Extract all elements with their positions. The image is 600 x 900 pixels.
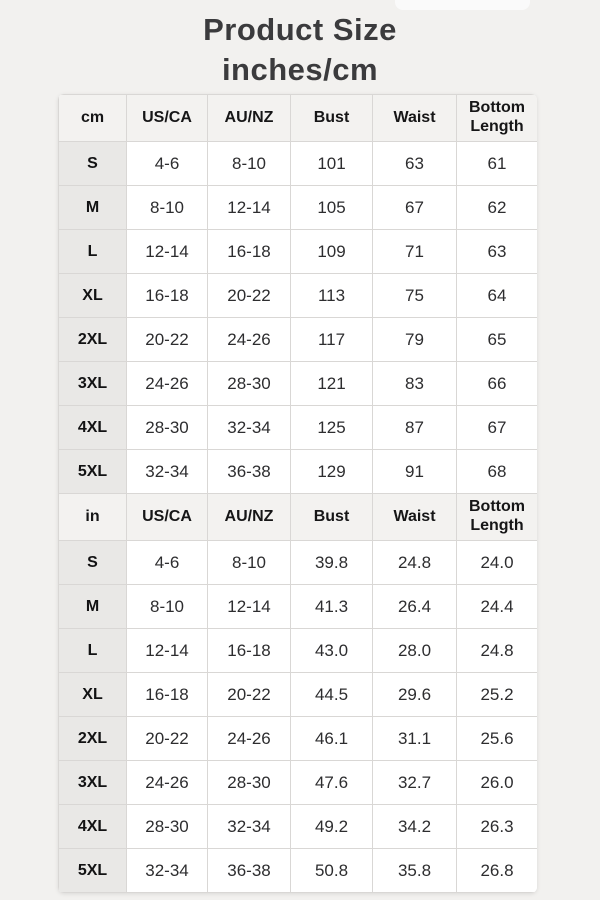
page-title-line1: Product Size xyxy=(203,12,397,47)
column-header-cell: US/CA xyxy=(127,95,208,142)
value-cell: 65 xyxy=(457,318,538,362)
size-label-cell: 2XL xyxy=(59,717,127,761)
size-row-in-L xyxy=(59,629,538,673)
size-row-cm-M xyxy=(59,186,538,230)
size-row-cm-XL xyxy=(59,274,538,318)
size-label-cell: M xyxy=(59,585,127,629)
section-header-row-in xyxy=(59,494,538,541)
value-cell: 29.6 xyxy=(373,673,457,717)
size-row-in-2XL xyxy=(59,717,538,761)
column-header-cell: AU/NZ xyxy=(208,494,291,541)
value-cell: 12-14 xyxy=(208,585,291,629)
value-cell: 61 xyxy=(457,142,538,186)
value-cell: 26.4 xyxy=(373,585,457,629)
size-label-cell: 4XL xyxy=(59,406,127,450)
size-row-cm-3XL xyxy=(59,362,538,406)
value-cell: 16-18 xyxy=(127,274,208,318)
size-row-cm-S xyxy=(59,142,538,186)
value-cell: 20-22 xyxy=(208,673,291,717)
value-cell: 12-14 xyxy=(208,186,291,230)
background-highlight xyxy=(395,0,530,10)
value-cell: 105 xyxy=(291,186,373,230)
value-cell: 66 xyxy=(457,362,538,406)
size-label-cell: 4XL xyxy=(59,805,127,849)
value-cell: 49.2 xyxy=(291,805,373,849)
value-cell: 24.8 xyxy=(373,541,457,585)
value-cell: 32.7 xyxy=(373,761,457,805)
value-cell: 25.6 xyxy=(457,717,538,761)
value-cell: 43.0 xyxy=(291,629,373,673)
size-label-cell: 3XL xyxy=(59,362,127,406)
value-cell: 31.1 xyxy=(373,717,457,761)
value-cell: 26.0 xyxy=(457,761,538,805)
size-row-in-S xyxy=(59,541,538,585)
value-cell: 68 xyxy=(457,450,538,494)
page-title xyxy=(0,0,600,94)
value-cell: 41.3 xyxy=(291,585,373,629)
value-cell: 117 xyxy=(291,318,373,362)
column-header-cell: Bust xyxy=(291,494,373,541)
value-cell: 36-38 xyxy=(208,849,291,893)
value-cell: 16-18 xyxy=(208,230,291,274)
size-row-cm-5XL xyxy=(59,450,538,494)
value-cell: 101 xyxy=(291,142,373,186)
size-label-cell: 3XL xyxy=(59,761,127,805)
value-cell: 20-22 xyxy=(127,318,208,362)
value-cell: 32-34 xyxy=(127,450,208,494)
value-cell: 129 xyxy=(291,450,373,494)
size-label-cell: L xyxy=(59,230,127,274)
value-cell: 67 xyxy=(457,406,538,450)
column-header-cell: US/CA xyxy=(127,494,208,541)
value-cell: 24.4 xyxy=(457,585,538,629)
size-label-cell: XL xyxy=(59,274,127,318)
value-cell: 8-10 xyxy=(127,186,208,230)
column-header-cell: AU/NZ xyxy=(208,95,291,142)
value-cell: 75 xyxy=(373,274,457,318)
value-cell: 50.8 xyxy=(291,849,373,893)
column-header-cell: Waist xyxy=(373,494,457,541)
value-cell: 71 xyxy=(373,230,457,274)
unit-header-cell: cm xyxy=(59,95,127,142)
value-cell: 24.0 xyxy=(457,541,538,585)
value-cell: 64 xyxy=(457,274,538,318)
value-cell: 24-26 xyxy=(127,362,208,406)
value-cell: 32-34 xyxy=(127,849,208,893)
column-header-cell: Waist xyxy=(373,95,457,142)
size-row-cm-2XL xyxy=(59,318,538,362)
value-cell: 12-14 xyxy=(127,230,208,274)
value-cell: 83 xyxy=(373,362,457,406)
value-cell: 125 xyxy=(291,406,373,450)
size-row-in-M xyxy=(59,585,538,629)
size-label-cell: M xyxy=(59,186,127,230)
value-cell: 109 xyxy=(291,230,373,274)
value-cell: 24-26 xyxy=(208,717,291,761)
value-cell: 63 xyxy=(457,230,538,274)
value-cell: 20-22 xyxy=(208,274,291,318)
size-label-cell: XL xyxy=(59,673,127,717)
size-label-cell: S xyxy=(59,142,127,186)
page-title-line2: inches/cm xyxy=(221,52,379,87)
value-cell: 32-34 xyxy=(208,406,291,450)
value-cell: 28-30 xyxy=(127,406,208,450)
value-cell: 25.2 xyxy=(457,673,538,717)
value-cell: 12-14 xyxy=(127,629,208,673)
value-cell: 46.1 xyxy=(291,717,373,761)
value-cell: 47.6 xyxy=(291,761,373,805)
value-cell: 28.0 xyxy=(373,629,457,673)
size-row-cm-4XL xyxy=(59,406,538,450)
value-cell: 28-30 xyxy=(127,805,208,849)
value-cell: 36-38 xyxy=(208,450,291,494)
column-header-cell: Bottom Length xyxy=(457,95,538,142)
value-cell: 8-10 xyxy=(208,541,291,585)
value-cell: 16-18 xyxy=(127,673,208,717)
size-table xyxy=(58,94,537,893)
value-cell: 24.8 xyxy=(457,629,538,673)
value-cell: 8-10 xyxy=(127,585,208,629)
size-label-cell: 5XL xyxy=(59,849,127,893)
value-cell: 91 xyxy=(373,450,457,494)
value-cell: 24-26 xyxy=(127,761,208,805)
size-label-cell: L xyxy=(59,629,127,673)
value-cell: 62 xyxy=(457,186,538,230)
unit-header-cell: in xyxy=(59,494,127,541)
value-cell: 35.8 xyxy=(373,849,457,893)
value-cell: 121 xyxy=(291,362,373,406)
value-cell: 28-30 xyxy=(208,362,291,406)
value-cell: 63 xyxy=(373,142,457,186)
size-row-in-XL xyxy=(59,673,538,717)
value-cell: 20-22 xyxy=(127,717,208,761)
value-cell: 4-6 xyxy=(127,142,208,186)
column-header-cell: Bust xyxy=(291,95,373,142)
value-cell: 39.8 xyxy=(291,541,373,585)
size-row-in-5XL xyxy=(59,849,538,893)
size-label-cell: 2XL xyxy=(59,318,127,362)
value-cell: 8-10 xyxy=(208,142,291,186)
value-cell: 16-18 xyxy=(208,629,291,673)
section-header-row-cm xyxy=(59,95,538,142)
value-cell: 34.2 xyxy=(373,805,457,849)
value-cell: 87 xyxy=(373,406,457,450)
size-row-cm-L xyxy=(59,230,538,274)
size-row-in-4XL xyxy=(59,805,538,849)
size-row-in-3XL xyxy=(59,761,538,805)
value-cell: 4-6 xyxy=(127,541,208,585)
value-cell: 24-26 xyxy=(208,318,291,362)
value-cell: 26.8 xyxy=(457,849,538,893)
value-cell: 32-34 xyxy=(208,805,291,849)
size-label-cell: 5XL xyxy=(59,450,127,494)
size-chart-container xyxy=(58,94,537,893)
value-cell: 28-30 xyxy=(208,761,291,805)
size-table-body xyxy=(59,95,538,893)
column-header-cell: Bottom Length xyxy=(457,494,538,541)
size-label-cell: S xyxy=(59,541,127,585)
value-cell: 26.3 xyxy=(457,805,538,849)
value-cell: 79 xyxy=(373,318,457,362)
value-cell: 44.5 xyxy=(291,673,373,717)
value-cell: 67 xyxy=(373,186,457,230)
value-cell: 113 xyxy=(291,274,373,318)
